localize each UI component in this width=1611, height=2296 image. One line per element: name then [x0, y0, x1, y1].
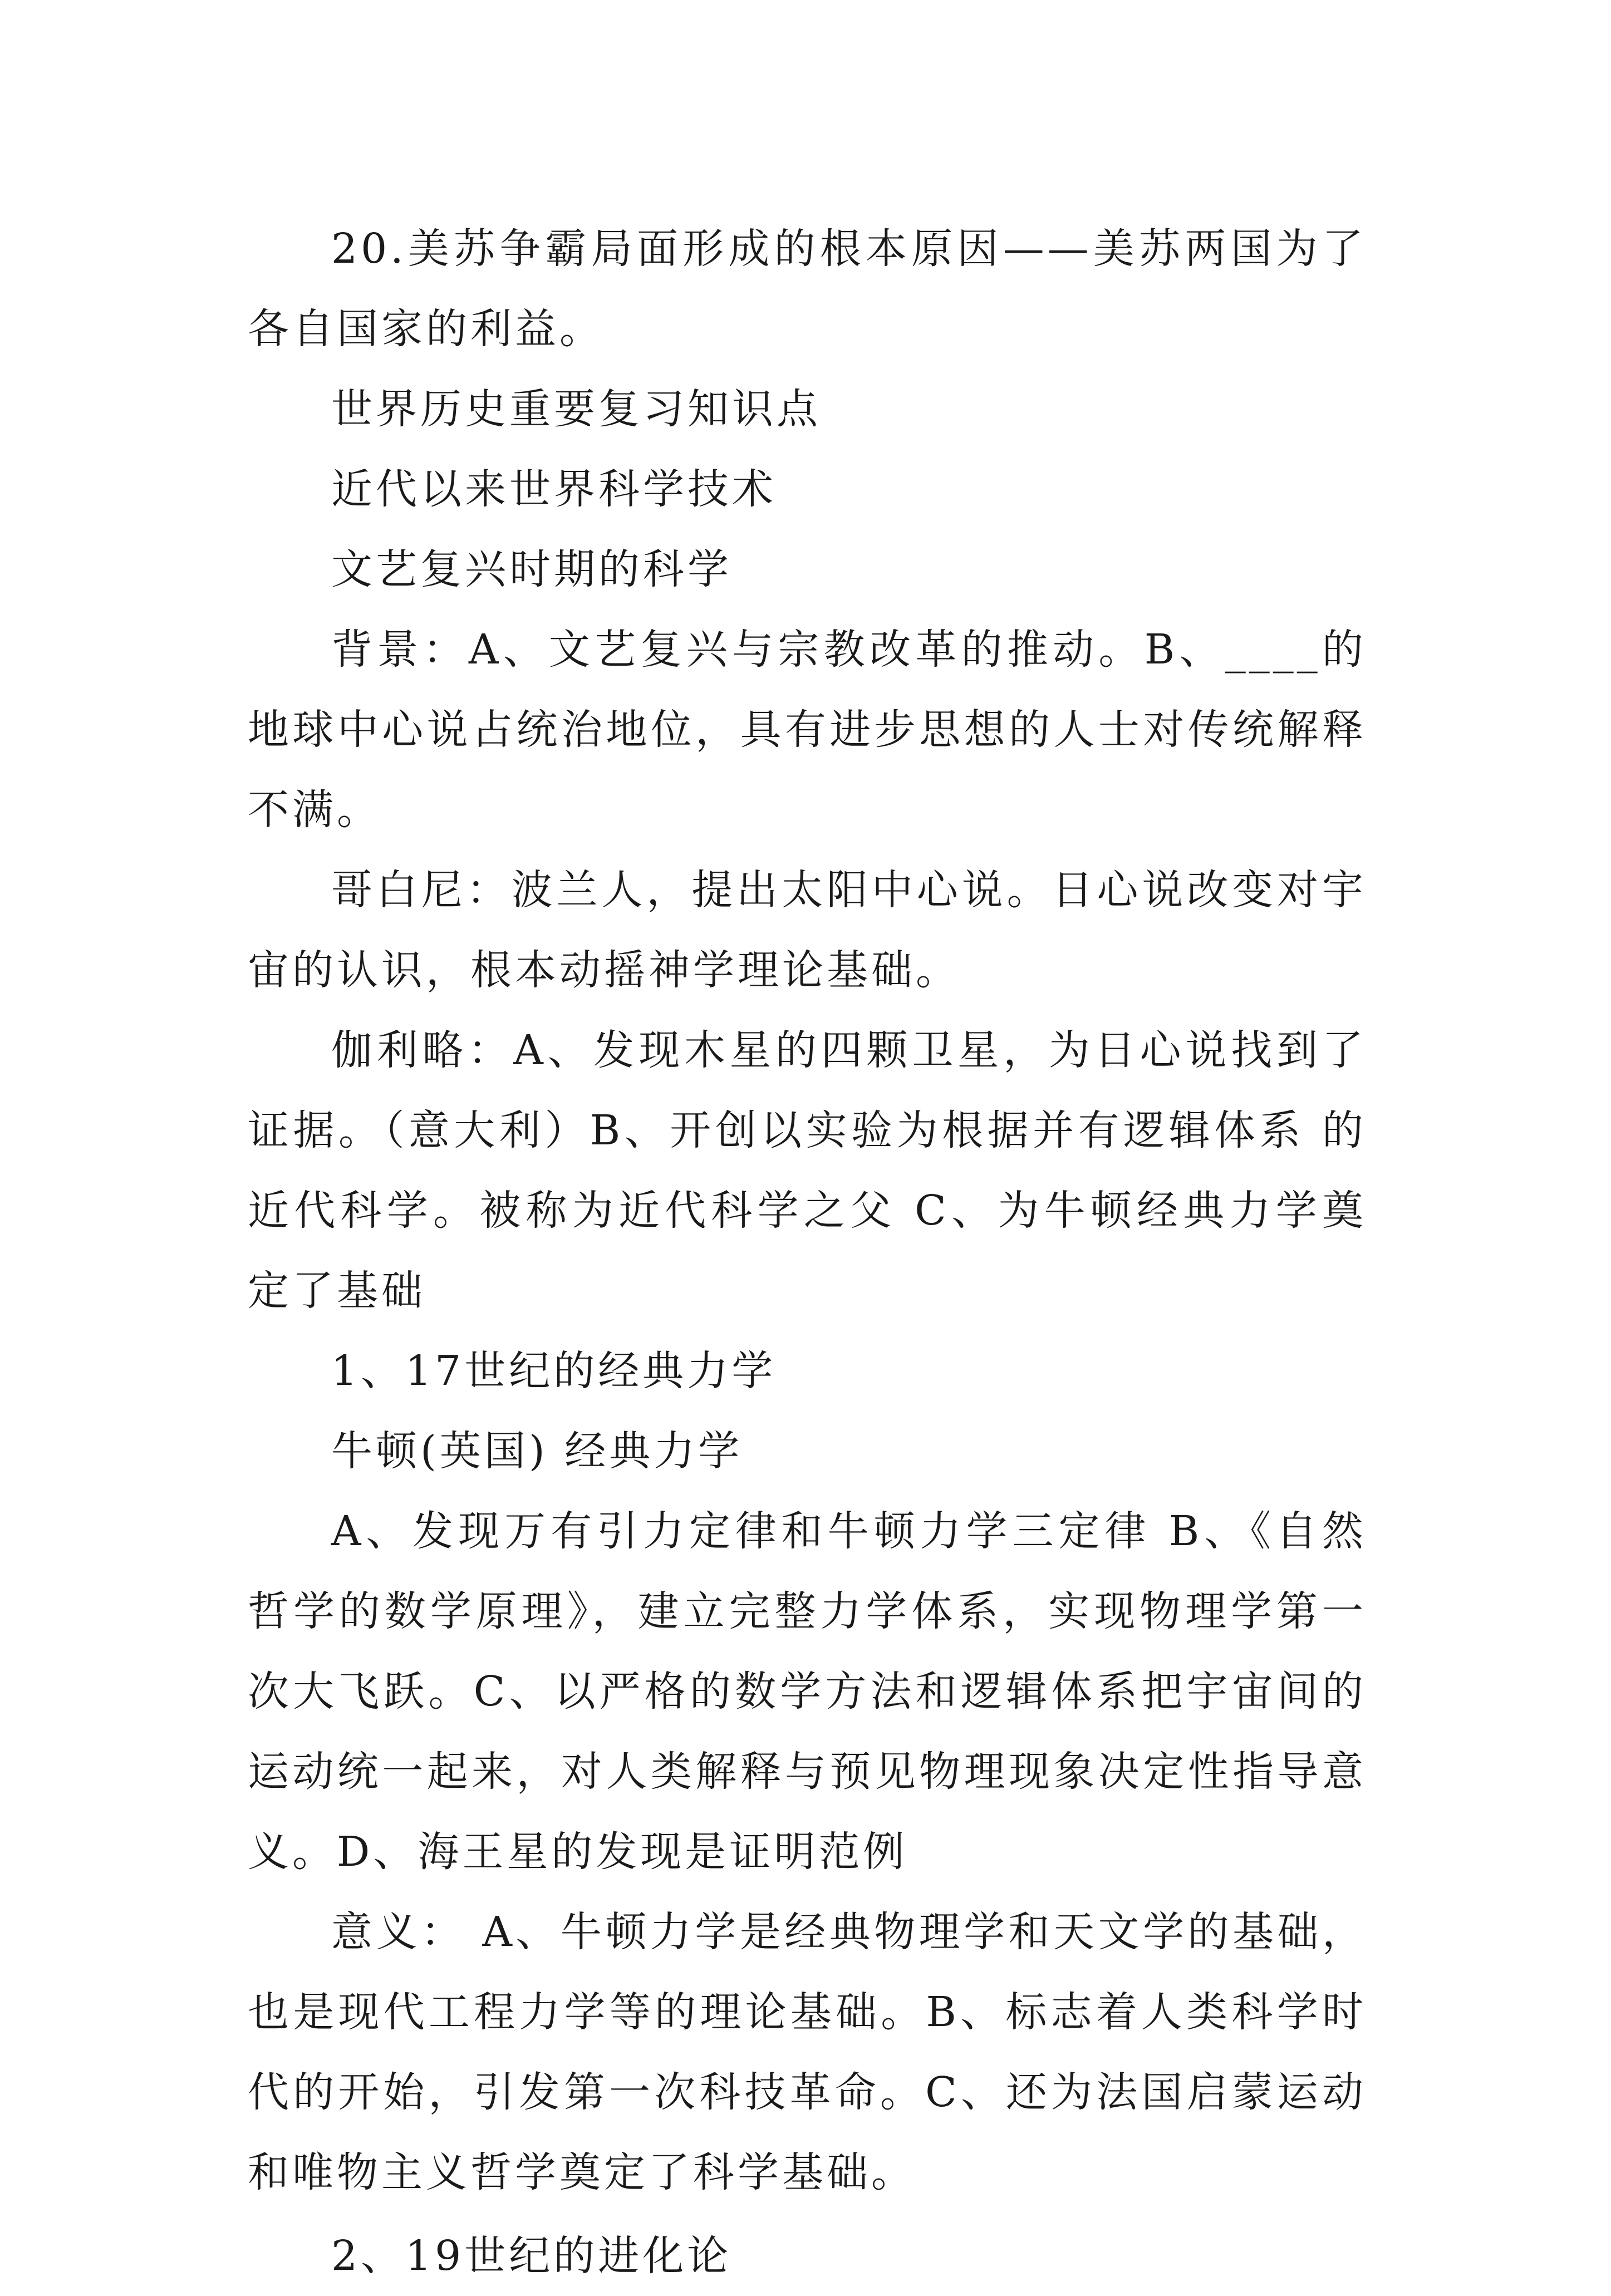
heading-evolution: 2、19世纪的进化论	[331, 2232, 732, 2280]
heading-newton: 牛顿(英国) 经典力学	[331, 1427, 743, 1475]
paragraph-galileo: 伽利略：A、发现木星的四颗卫星，为日心说找到了证据。（意大利）B、开创以实验为根据并有逻辑体系 的近代科学。被称为近代科学之父 C、为牛顿经典力学奠定了基础	[248, 1026, 1367, 1315]
heading-classical-mechanics: 1、17世纪的经典力学	[331, 1347, 777, 1395]
heading-renaissance-science: 文艺复兴时期的科学	[331, 545, 732, 593]
paragraph-newton-achievements: A、发现万有引力定律和牛顿力学三定律 B、《自然哲学的数学原理》，建立完整力学体系，实现物理学第一次大飞跃。C、以严格的数学方法和逻辑体系把宇宙间的运动统一起来，对人类解释与预见物理现象决定性指导意义。D、海王星的发现是证明范例	[248, 1507, 1367, 1876]
paragraph-copernicus: 哥白尼：波兰人，提出太阳中心说。日心说改变对宇宙的认识，根本动摇神学理论基础。	[248, 866, 1367, 994]
heading-modern-science: 近代以来世界科学技术	[331, 465, 777, 513]
document-body	[248, 209, 1367, 2296]
paragraph-cold-war-cause: 20.美苏争霸局面形成的根本原因——美苏两国为了各自国家的利益。	[248, 225, 1367, 353]
paragraph-significance: 意义： A、牛顿力学是经典物理学和天文学的基础，也是现代工程力学等的理论基础。B、标志着人类科学时代的开始，引发第一次科技革命。C、还为法国启蒙运动和唯物主义哲学奠定了科学基础。	[248, 1908, 1367, 2196]
paragraph-background: 背景：A、文艺复兴与宗教改革的推动。B、____的地球中心说占统治地位，具有进步思想的人士对传统解释不满。	[248, 626, 1367, 834]
heading-world-history-review: 世界历史重要复习知识点	[331, 385, 821, 433]
